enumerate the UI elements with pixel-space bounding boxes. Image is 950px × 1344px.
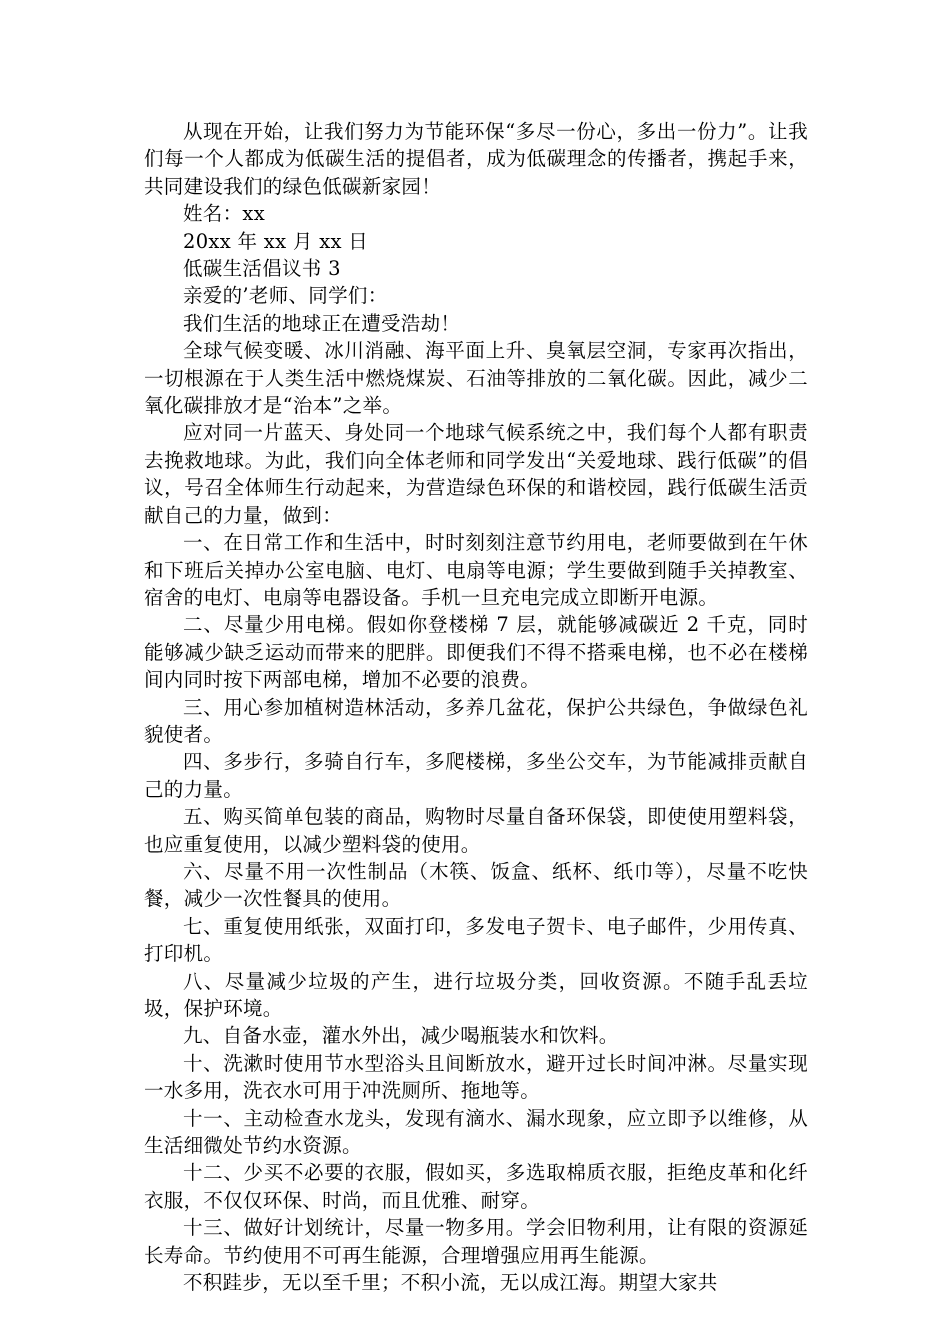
paragraph-conclusion: 不积跬步，无以至千里；不积小流，无以成江海。期望大家共 [183, 1271, 718, 1295]
paragraph-climate: 全球气候变暖、冰川消融、海平面上升、臭氧层空洞，专家再次指出，一切根源在于人类生活中燃烧煤炭、石油等排放的二氧化碳。因此，减少二氧化碳排放才是“治本”之举。 [144, 339, 808, 418]
list-item-2: 二、尽量少用电梯。假如你登楼梯 7 层，就能够减碳近 2 千克，同时能够减少缺乏运动而带来的肥胖。即便我们不得不搭乘电梯，也不必在楼梯间内同时按下两部电梯，增加不必要的浪费。 [144, 613, 808, 692]
list-item-3: 三、用心参加植树造林活动，多养几盆花，保护公共绿色，争做绿色礼貌使者。 [144, 695, 808, 746]
paragraph-closing-appeal: 从现在开始，让我们努力为节能环保“多尽一份心，多出一份力”。让我们每一个人都成为低碳生活的提倡者，成为低碳理念的传播者，携起手来，共同建设我们的绿色低碳新家园！ [144, 120, 808, 198]
salutation: 亲爱的’老师、同学们： [183, 284, 388, 308]
list-item-4: 四、多步行，多骑自行车，多爬楼梯，多坐公交车，为节能减排贡献自己的力量。 [144, 750, 808, 801]
list-item-13: 十三、做好计划统计，尽量一物多用。学会旧物利用，让有限的资源延长寿命。节约使用不可再生能源，合理增强应用再生能源。 [144, 1216, 808, 1267]
list-item-12: 十二、少买不必要的衣服，假如买，多选取棉质衣服，拒绝皮革和化纤衣服，不仅仅环保、时尚，而且优雅、耐穿。 [144, 1161, 808, 1212]
list-item-7: 七、重复使用纸张，双面打印，多发电子贺卡、电子邮件，少用传真、打印机。 [144, 914, 808, 966]
list-item-5: 五、购买简单包装的商品，购物时尽量自备环保袋，即使使用塑料袋，也应重复使用，以减少塑料袋的使用。 [144, 805, 808, 856]
document-body [144, 118, 808, 1296]
list-item-6: 六、尽量不用一次性制品（木筷、饭盒、纸杯、纸巾等），尽量不吃快餐，减少一次性餐具的使用。 [144, 859, 808, 911]
list-item-1: 一、在日常工作和生活中，时时刻刻注意节约用电，老师要做到在午休和下班后关掉办公室电脑、电灯、电扇等电源；学生要做到随手关掉教室、宿舍的电灯、电扇等电器设备。手机一旦充电完成立即断开电源。 [144, 531, 808, 609]
section-title: 低碳生活倡议书 3 [183, 257, 341, 281]
list-item-8: 八、尽量减少垃圾的产生，进行垃圾分类，回收资源。不随手乱丢垃圾，保护环境。 [144, 969, 808, 1020]
signature-date: 20xx 年 xx 月 xx 日 [183, 229, 369, 253]
signature-name: 姓名：xx [183, 202, 265, 226]
list-item-11: 十一、主动检查水龙头，发现有滴水、漏水现象，应立即予以维修，从生活细微处节约水资源。 [144, 1106, 808, 1158]
list-item-10: 十、洗漱时使用节水型浴头且间断放水，避开过长时间冲淋。尽量实现一水多用，洗衣水可用于冲洗厕所、拖地等。 [144, 1051, 808, 1103]
list-item-9: 九、自备水壶，灌水外出，减少喝瓶装水和饮料。 [183, 1024, 619, 1048]
paragraph-intro: 我们生活的地球正在遭受浩劫！ [183, 311, 461, 335]
paragraph-proposal: 应对同一片蓝天、身处同一个地球气候系统之中，我们每个人都有职责去挽救地球。为此，我们向全体老师和同学发出“关爱地球、践行低碳”的倡议，号召全体师生行动起来，为营造绿色环保的和谐校园，践行低碳生活贡献自己的力量，做到： [144, 421, 808, 527]
